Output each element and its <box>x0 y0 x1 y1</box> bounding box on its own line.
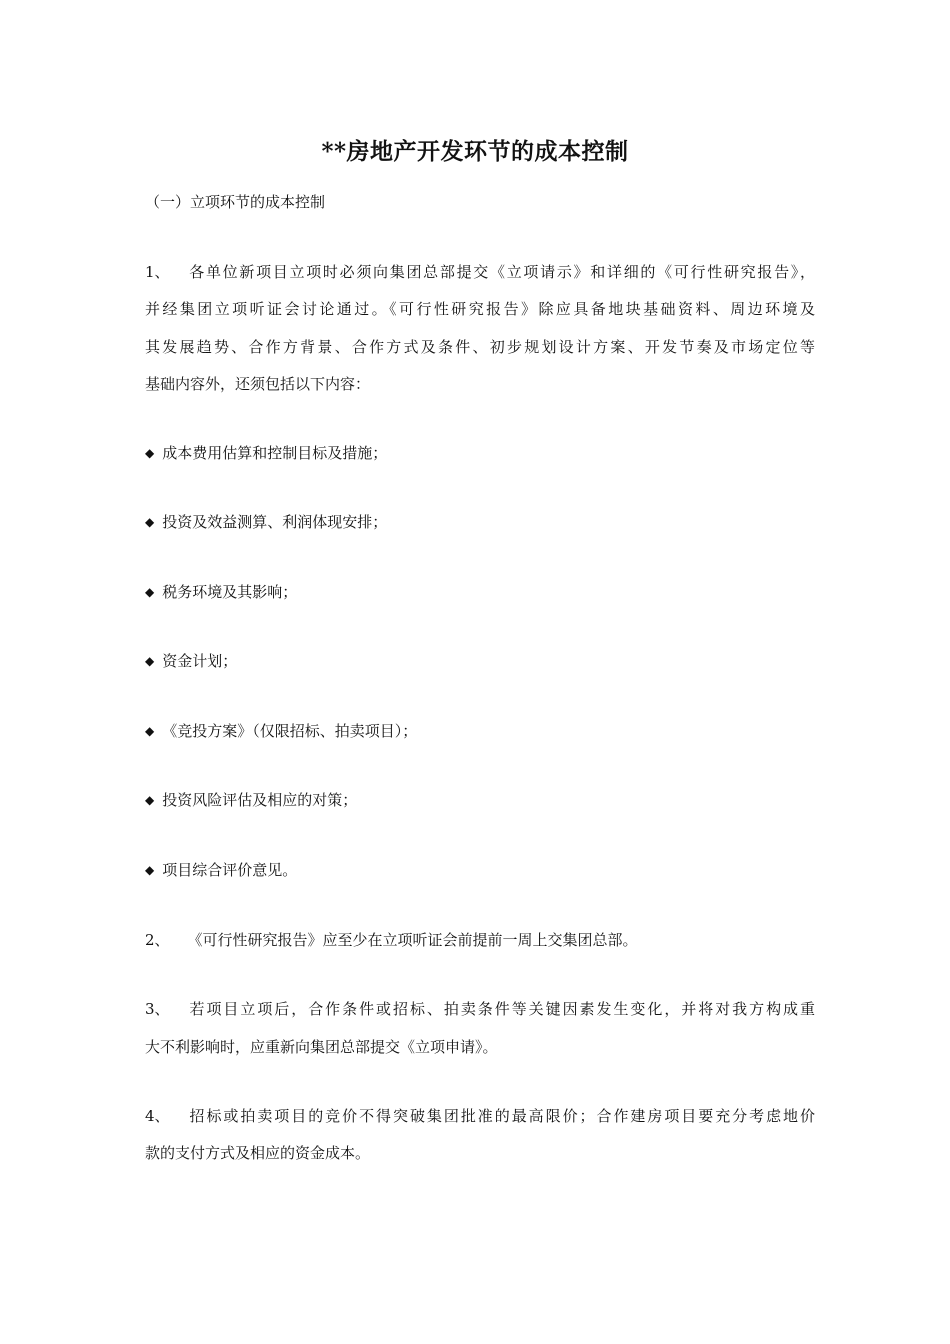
bullet-item <box>145 859 815 881</box>
item-3-line-2: 大不利影响时，应重新向集团总部提交《立项申请》。 <box>145 1038 498 1056</box>
bullet-item <box>145 442 815 464</box>
item-2-number: 2、 <box>145 931 170 949</box>
document-title: **房地产开发环节的成本控制 <box>321 138 629 165</box>
diamond-bullet-icon: ◆ <box>145 446 155 460</box>
item-4-line-1 <box>145 1105 815 1127</box>
bullet-text: 投资风险评估及相应的对策； <box>162 791 358 809</box>
bullet-item <box>145 720 815 742</box>
bullet-item <box>145 511 815 533</box>
section-heading: （一）立项环节的成本控制 <box>145 193 326 211</box>
bullet-text: 成本费用估算和控制目标及措施； <box>162 444 388 462</box>
diamond-bullet-icon: ◆ <box>145 793 155 807</box>
item-2-line-1 <box>145 929 815 951</box>
diamond-bullet-icon: ◆ <box>145 515 155 529</box>
diamond-bullet-icon: ◆ <box>145 654 155 668</box>
item-1-line-4: 基础内容外，还须包括以下内容： <box>145 375 371 393</box>
item-1-text-1: 各单位新项目立项时必须向集团总部提交《立项请示》和详细的《可行性研究报告》， <box>187 263 815 281</box>
item-1-number: 1、 <box>145 263 170 281</box>
item-3-number: 3、 <box>145 1000 170 1018</box>
diamond-bullet-icon: ◆ <box>145 585 155 599</box>
diamond-bullet-icon: ◆ <box>145 863 155 877</box>
item-1-line-3: 其发展趋势、合作方背景、合作方式及条件、初步规划设计方案、开发节奏及市场定位等 <box>145 338 815 356</box>
item-4-text-1: 招标或拍卖项目的竞价不得突破集团批准的最高限价；合作建房项目要充分考虑地价 <box>187 1107 815 1125</box>
bullet-text: 《竞投方案》（仅限招标、拍卖项目）； <box>162 722 418 740</box>
bullet-item <box>145 789 815 811</box>
diamond-bullet-icon: ◆ <box>145 724 155 738</box>
bullet-text: 资金计划； <box>162 652 238 670</box>
item-3-line-1 <box>145 998 815 1020</box>
item-1-line-2: 并经集团立项听证会讨论通过。《可行性研究报告》除应具备地块基础资料、周边环境及 <box>145 300 815 318</box>
bullet-item <box>145 581 815 603</box>
item-3-text-1: 若项目立项后，合作条件或招标、拍卖条件等关键因素发生变化，并将对我方构成重 <box>187 1000 815 1018</box>
bullet-text: 投资及效益测算、利润体现安排； <box>162 513 388 531</box>
item-2-text-1: 《可行性研究报告》应至少在立项听证会前提前一周上交集团总部。 <box>187 931 638 949</box>
item-1-line-1 <box>145 261 815 283</box>
bullet-text: 税务环境及其影响； <box>162 583 298 601</box>
item-4-line-2: 款的支付方式及相应的资金成本。 <box>145 1144 371 1162</box>
bullet-item <box>145 650 815 672</box>
bullet-text: 项目综合评价意见。 <box>162 861 298 879</box>
item-4-number: 4、 <box>145 1107 170 1125</box>
